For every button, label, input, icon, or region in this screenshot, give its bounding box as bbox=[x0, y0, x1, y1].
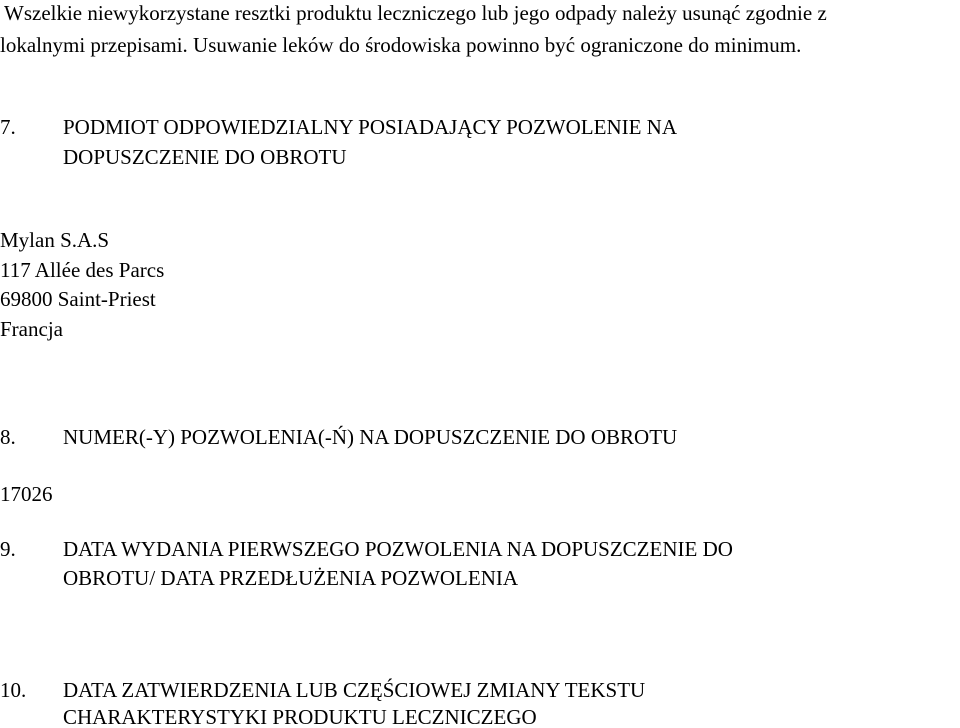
section-8-number: 8. bbox=[0, 425, 16, 449]
company-street: 117 Allée des Parcs bbox=[0, 258, 165, 282]
company-country: Francja bbox=[0, 317, 63, 341]
section-8-title: NUMER(-Y) POZWOLENIA(-Ń) NA DOPUSZCZENIE DO OBROTU bbox=[63, 425, 678, 449]
section-9-title-line-1: DATA WYDANIA PIERWSZEGO POZWOLENIA NA DOPUSZCZENIE DO bbox=[63, 537, 733, 561]
section-7-title-line-2: DOPUSZCZENIE DO OBROTU bbox=[63, 145, 347, 169]
section-9-title-line-2: OBROTU/ DATA PRZEDŁUŻENIA POZWOLENIA bbox=[63, 566, 519, 590]
section-10-number: 10. bbox=[0, 678, 27, 702]
company-name: Mylan S.A.S bbox=[0, 228, 110, 252]
section-9-number: 9. bbox=[0, 537, 16, 561]
section-7-title-line-1: PODMIOT ODPOWIEDZIALNY POSIADAJĄCY POZWOLENIE NA bbox=[63, 115, 678, 139]
authorization-number: 17026 bbox=[0, 482, 53, 506]
intro-line-2: lokalnymi przepisami. Usuwanie leków do środowiska powinno być ograniczone do minimum. bbox=[0, 33, 802, 57]
section-10-title-line-1: DATA ZATWIERDZENIA LUB CZĘŚCIOWEJ ZMIANY TEKSTU bbox=[63, 678, 646, 702]
company-city: 69800 Saint-Priest bbox=[0, 287, 156, 311]
intro-line-1: Wszelkie niewykorzystane resztki produktu leczniczego lub jego odpady należy usunąć zgodnie z bbox=[4, 1, 827, 25]
section-7-number: 7. bbox=[0, 115, 16, 139]
section-10-title-line-2: CHARAKTERYSTYKI PRODUKTU LECZNICZEGO bbox=[63, 705, 537, 728]
